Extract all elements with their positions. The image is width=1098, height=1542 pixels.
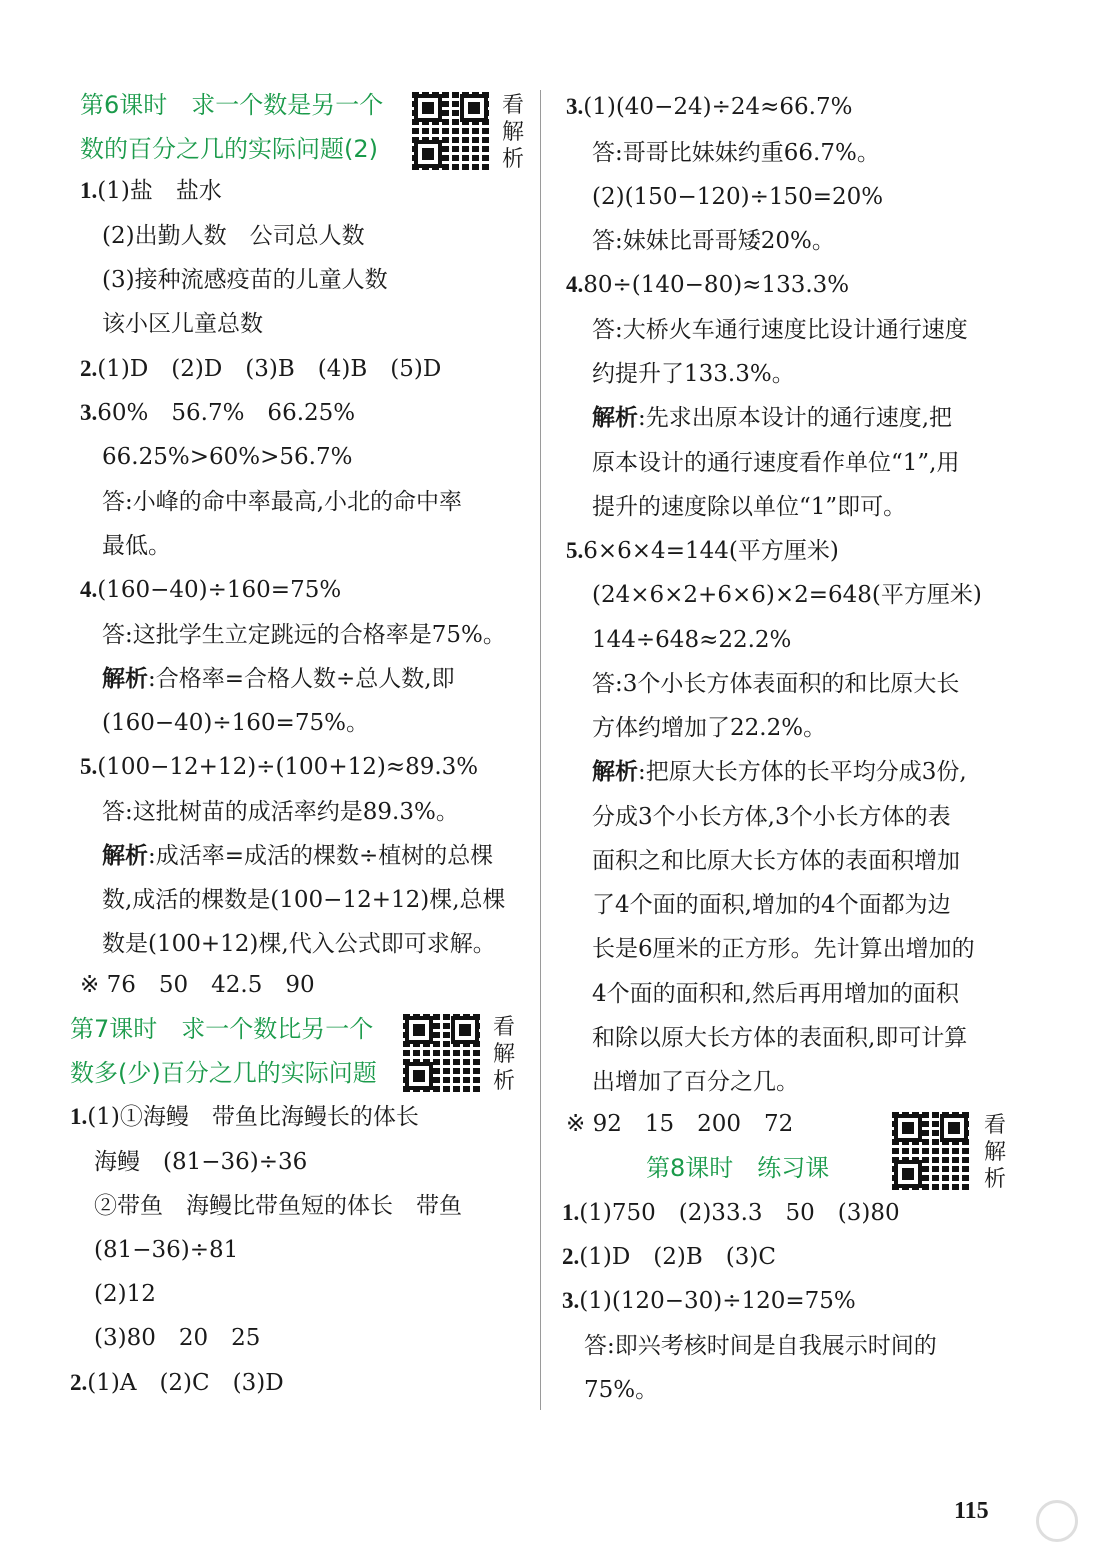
analysis-line: 解析:成活率=成活的棵数÷植树的总棵: [102, 842, 494, 869]
lesson7-title-line2: 数多(少)百分之几的实际问题: [70, 1059, 377, 1087]
analysis-line: 解析:先求出原本设计的通行速度,把: [592, 404, 953, 431]
analysis-line: 数是(100+12)棵,代入公式即可求解。: [102, 931, 496, 957]
answer-line: (81−36)÷81: [94, 1237, 239, 1263]
qr-label: 看 解 析: [983, 1113, 1006, 1192]
analysis-line: 解析:合格率=合格人数÷总人数,即: [102, 665, 455, 692]
analysis-line: 分成3个小长方体,3个小长方体的表: [592, 804, 951, 830]
answer-line: 海鳗 (81−36)÷36: [94, 1149, 308, 1175]
lesson6-title-line2: 数的百分之几的实际问题(2): [80, 135, 378, 163]
question-3: 3.(1)(120−30)÷120=75%: [562, 1288, 856, 1314]
answer-line: ②带鱼 海鳗比带鱼短的体长 带鱼: [94, 1193, 462, 1219]
answer-line: 答:即兴考核时间是自我展示时间的: [584, 1333, 937, 1359]
question-4: 4.80÷(140−80)≈133.3%: [566, 272, 850, 298]
watermark-logo: [958, 1500, 1088, 1536]
question-1: 1.(1)750 (2)33.3 50 (3)80: [562, 1200, 900, 1226]
question-1: 1.(1)盐 盐水: [80, 178, 222, 204]
qr-code-icon[interactable]: [403, 1014, 481, 1092]
extra-answers: ※ 76 50 42.5 90: [80, 972, 315, 998]
analysis-line: 4个面的面积和,然后再用增加的面积: [592, 981, 959, 1007]
analysis-line: 数,成活的棵数是(100−12+12)棵,总棵: [102, 887, 506, 913]
answer-line: 144÷648≈22.2%: [592, 627, 792, 653]
answer-line: 约提升了133.3%。: [592, 361, 795, 387]
answer-line: 方体约增加了22.2%。: [592, 715, 827, 741]
answer-line: 答:这批树苗的成活率约是89.3%。: [102, 799, 459, 825]
question-4: 4.(160−40)÷160=75%: [80, 577, 342, 603]
analysis-line: (160−40)÷160=75%。: [102, 710, 369, 736]
analysis-line: 提升的速度除以单位“1”即可。: [592, 494, 907, 520]
qr-label: 看 解 析: [501, 93, 524, 172]
answer-line: (2)(150−120)÷150=20%: [592, 184, 884, 210]
question-2: 2.(1)A (2)C (3)D: [70, 1370, 284, 1396]
answer-line: 75%。: [584, 1377, 659, 1403]
question-3: 3.60% 56.7% 66.25%: [80, 400, 356, 426]
qr-code-icon[interactable]: [412, 92, 490, 170]
question-3: 3.(1)(40−24)÷24≈66.7%: [566, 94, 853, 120]
analysis-line: 长是6厘米的正方形。先计算出增加的: [592, 936, 975, 962]
answer-line: (2)出勤人数 公司总人数: [102, 223, 365, 249]
analysis-line: 面积之和比原大长方体的表面积增加: [592, 848, 960, 874]
answer-line: 答:哥哥比妹妹约重66.7%。: [592, 140, 880, 166]
analysis-line: 解析:把原大长方体的长平均分成3份,: [592, 758, 967, 785]
question-2: 2.(1)D (2)B (3)C: [562, 1244, 776, 1270]
answer-line: (2)12: [94, 1281, 156, 1307]
answer-line: 答:妹妹比哥哥矮20%。: [592, 228, 835, 254]
lesson8-title: 第8课时 练习课: [646, 1154, 830, 1182]
analysis-line: 和除以原大长方体的表面积,即可计算: [592, 1025, 968, 1051]
analysis-line: 原本设计的通行速度看作单位“1”,用: [592, 450, 960, 476]
question-5: 5.(100−12+12)÷(100+12)≈89.3%: [80, 754, 479, 780]
lesson6-title-line1: 第6课时 求一个数是另一个: [80, 91, 384, 119]
answer-line: 答:这批学生立定跳远的合格率是75%。: [102, 622, 506, 648]
answer-line: 答:大桥火车通行速度比设计通行速度: [592, 317, 968, 343]
answer-line: 答:3个小长方体表面积的和比原大长: [592, 671, 960, 697]
column-divider: [540, 90, 541, 1410]
question-2: 2.(1)D (2)D (3)B (4)B (5)D: [80, 356, 442, 382]
answer-line: (3)80 20 25: [94, 1325, 261, 1351]
answer-line: 最低。: [102, 533, 171, 559]
analysis-line: 了4个面的面积,增加的4个面都为边: [592, 892, 951, 918]
answer-line: (3)接种流感疫苗的儿童人数: [102, 267, 388, 293]
answer-line: 66.25%>60%>56.7%: [102, 444, 353, 470]
extra-answers: ※ 92 15 200 72: [566, 1111, 794, 1137]
qr-label: 看 解 析: [492, 1015, 515, 1094]
answer-line: (24×6×2+6×6)×2=648(平方厘米): [592, 582, 982, 608]
analysis-line: 出增加了百分之几。: [592, 1069, 799, 1095]
question-1: 1.(1)①海鳗 带鱼比海鳗长的体长: [70, 1104, 419, 1130]
lesson7-title-line1: 第7课时 求一个数比另一个: [70, 1015, 374, 1043]
question-5: 5.6×6×4=144(平方厘米): [566, 538, 839, 564]
page-number: 115: [954, 1498, 989, 1524]
answer-line: 答:小峰的命中率最高,小北的命中率: [102, 489, 463, 515]
answer-line: 该小区儿童总数: [102, 311, 263, 337]
qr-code-icon[interactable]: [892, 1112, 970, 1190]
